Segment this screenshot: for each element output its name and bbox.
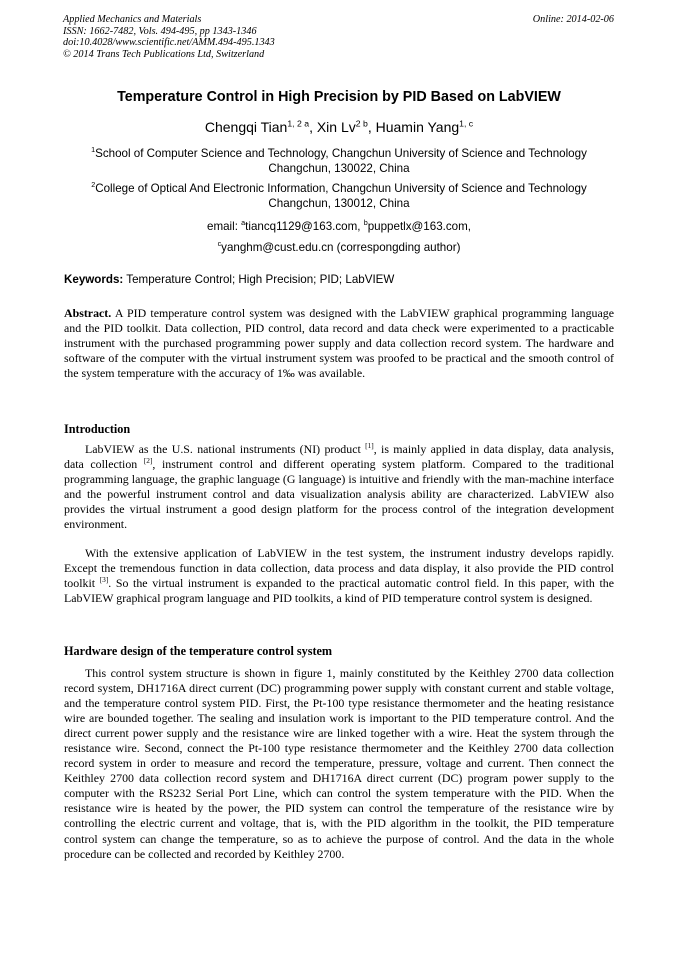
online-date: Online: 2014-02-06 (532, 14, 614, 25)
keywords (64, 273, 394, 286)
citation[interactable]: [3] (99, 575, 109, 585)
intro-paragraph-2 (64, 546, 614, 606)
author-affiliation-mark: 1, c (459, 118, 474, 129)
affiliation-line: College of Optical And Electronic Information, Changchun University of Science and Technology (95, 182, 587, 195)
abstract-label: Abstract. (64, 306, 112, 320)
paragraph-text: LabVIEW as the U.S. national instruments (NI) product (85, 442, 366, 456)
keywords-label: Keywords: (64, 273, 124, 286)
email-address[interactable]: yanghm@cust.edu.cn (correspongding author) (221, 241, 461, 254)
affiliation-1 (0, 146, 678, 176)
citation[interactable]: [1] (365, 441, 374, 451)
email-mark: a (241, 218, 246, 228)
affiliation-line: Changchun, 130012, China (268, 197, 410, 210)
paper-title: Temperature Control in High Precision by PID Based on LabVIEW (117, 89, 561, 105)
author-affiliation-mark: 1, 2 a (287, 118, 310, 129)
copyright-line: © 2014 Trans Tech Publications Ltd, Switzerland (63, 48, 265, 60)
author-name: Xin Lv (316, 119, 356, 135)
paragraph-text: , instrument control and different operating system platform. Compared to the traditional programming language, the graphic language (G language) is intuitive and friendly with the man-machine interface and the powerful instrument control and data visualization analysis ability are characterized. LabVIEW also provides the virtual instrument a good design platform for the process control of the integration development environment. (64, 457, 614, 532)
section-heading-hardware: Hardware design of the temperature control system (64, 644, 333, 658)
email-address[interactable]: puppetlx@163.com, (367, 220, 471, 233)
email-label: email: (207, 220, 242, 233)
author-name: Huamin Yang (375, 119, 460, 135)
abstract (64, 306, 614, 381)
intro-paragraph-1 (64, 442, 614, 532)
affiliation-2 (0, 181, 678, 211)
affiliation-mark: 1 (91, 145, 96, 155)
paragraph-text: . So the virtual instrument is expanded to the practical automatic control field. In this paper, with the LabVIEW graphical program language and PID toolkits, a kind of PID temperature control system is designed. (64, 576, 614, 606)
doi-line: doi:10.4028/www.scientific.net/AMM.494-495.1343 (63, 37, 275, 49)
issn-line: ISSN: 1662-7482, Vols. 494-495, pp 1343-1346 (63, 25, 257, 37)
paragraph-text: With the extensive application of LabVIEW in the test system, the instrument industry develops rapidly. Except the tremendous function in data collection, data process and data display, it also provide the PID control toolkit (64, 546, 614, 591)
author-affiliation-mark: 2 b (355, 118, 368, 129)
email-address[interactable]: tiancq1129@163.com, (245, 220, 364, 233)
journal-name: Applied Mechanics and Materials (63, 14, 202, 25)
author-list (0, 119, 678, 135)
author-separator: , (309, 119, 317, 135)
hardware-paragraph-1: This control system structure is shown in figure 1, mainly constituted by the Keithley 2700 data collection record system, DH1716A direct current (DC) programming power supply with constant current and stable voltage, and the temperature control system PID. First, the Pt-100 type resistance thermometer and the heating resistance wire are bounded together. The sealing and insulation work is important to the PID temperature control. And the direct current power supply and the resistance wire are linked together with a wire. Heat the system through the resistance wire. Second, connect the Pt-100 type resistance thermometer and the Keithley 2700 data collection record system in order to measure and record the temperature, pressure, voltage and current. Then connect the Keithley 2700 data collection record system and DH1716A direct current (DC) program power supply to the computer with the RS232 Serial Port Line, which can control the system temperature with the PID. When the resistance wire is heated by the power, the PID system can control the temperature of the resistance wire by controlling the electric current and voltage, that is, with the PID algorithm in the toolkit, the PID temperature control system can change the temperature, so as to achieve the purpose of control. And the data in the whole procedure can be collected and recorded by Keithley 2700. (64, 666, 614, 861)
affiliation-line: Changchun, 130022, China (268, 162, 410, 175)
citation[interactable]: [2] (143, 456, 153, 466)
affiliation-mark: 2 (91, 180, 96, 190)
paragraph-text: , is mainly applied in data display, data analysis, data collection (64, 442, 614, 472)
affiliation-line: School of Computer Science and Technology, Changchun University of Science and Technology (95, 147, 587, 160)
abstract-text: A PID temperature control system was designed with the LabVIEW graphical programming language and the PID toolkit. Data collection, PID control, data record and data check were experimented to a practicable instrument with the purchased programming power supply and data collection record system. The hardware and software of the computer with the virtual instrument system was proofed to be practical and the smooth control of the system temperature with the accuracy of 1‰ was available. (64, 306, 614, 381)
email-mark: c (217, 239, 222, 249)
email-mark: b (363, 218, 368, 228)
page-header (63, 14, 614, 60)
email-block (0, 216, 678, 258)
keywords-text: Temperature Control; High Precision; PID; LabVIEW (123, 273, 395, 286)
author-name: Chengqi Tian (204, 119, 288, 135)
author-separator: , (367, 119, 376, 135)
section-heading-introduction: Introduction (64, 422, 131, 436)
